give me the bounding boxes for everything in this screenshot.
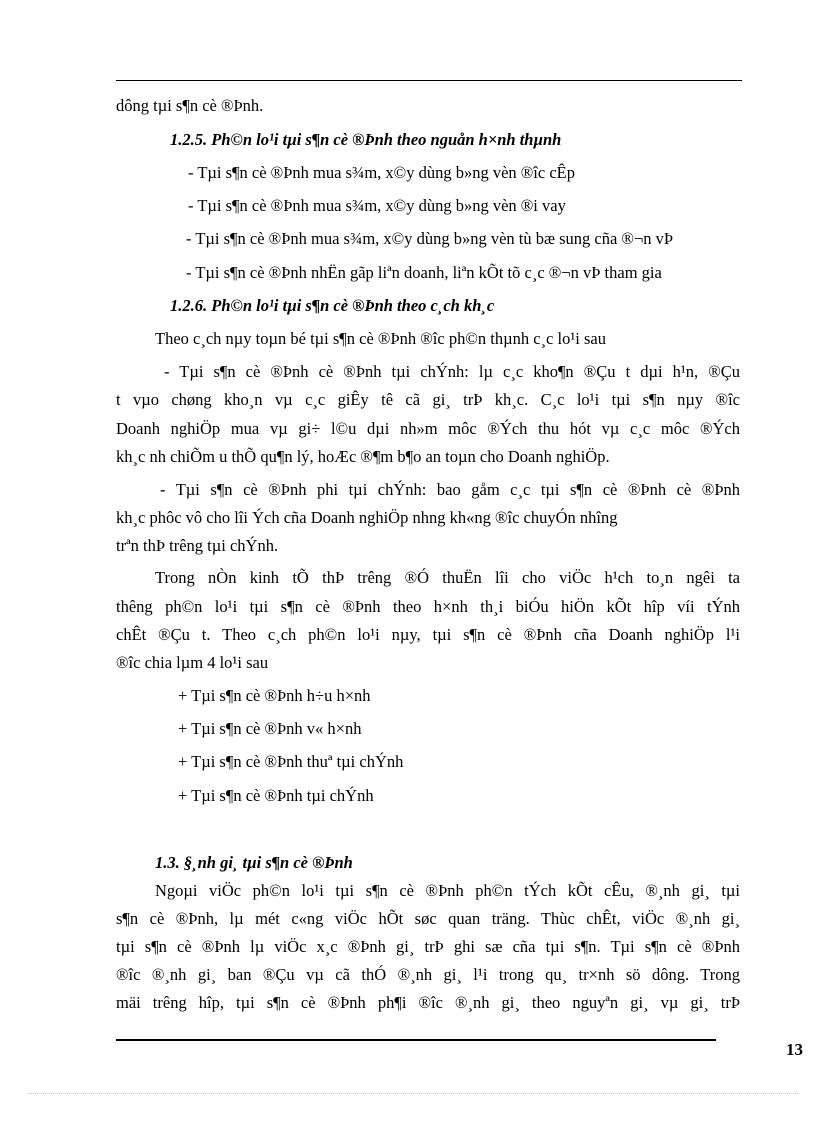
body-text: Trong nÒn kinh tÕ thÞ trêng ®Ó thuËn lîi cho viÖc h¹ch to¸n ngêi ta [155,568,740,587]
page-edge-dotted-line [28,1093,798,1094]
body-text: mäi trêng hîp, tµi s¶n cè ®Þnh ph¶i ®îc ®¸nh gi¸ theo nguyªn gi¸ vµ gi¸ trÞ [116,993,740,1012]
section-heading-1-2-5: 1.2.5. Ph©n lo¹i tµi s¶n cè ®Þnh theo nguån h×nh thµnh [170,130,562,149]
body-line [116,880,740,902]
section-heading-1-2-6: 1.2.6. Ph©n lo¹i tµi s¶n cè ®Þnh theo c¸ch kh¸c [170,296,495,315]
body-line [116,567,740,589]
body-line [116,936,740,958]
list-item: + Tµi s¶n cè ®Þnh thuª tµi chÝnh [178,752,404,771]
list-item: + Tµi s¶n cè ®Þnh v« h×nh [178,719,362,738]
body-line [116,908,740,930]
list-item: + Tµi s¶n cè ®Þnh h÷u h×nh [178,686,371,705]
footer-rule [116,1039,716,1041]
header-rule [116,80,742,81]
body-line: Theo c¸ch nµy toµn bé tµi s¶n cè ®Þnh ®îc ph©n thµnh c¸c lo¹i sau [155,329,606,348]
body-line [116,418,740,440]
body-text: tµi s¶n cè ®Þnh lµ viÖc x¸c ®Þnh gi¸ trÞ ghi sæ cña tµi s¶n. Tµi s¶n cè ®Þnh [116,937,740,956]
body-line [116,479,740,501]
body-text: chÊt ®Çu t. Theo c¸ch ph©n lo¹i nµy, tµi s¶n cè ®Þnh cña Doanh nghiÖp l¹i [116,625,740,644]
body-line: trªn thÞ trêng tµi chÝnh. [116,536,279,555]
body-text: s¶n cè ®Þnh, lµ mét c«ng viÖc hÕt søc quan träng. Thùc chÊt, viÖc ®¸nh gi¸ [116,909,740,928]
list-item: - Tµi s¶n cè ®Þnh mua s¾m, x©y dùng b»ng vèn ®îc cÊp [188,163,575,182]
body-line [116,964,740,986]
body-line: kh¸c nh chiÕm u thÕ qu¶n lý, hoÆc ®¶m b¶o an toµn cho Doanh nghiÖp. [116,447,610,466]
body-line [116,624,740,646]
body-line: dông tµi s¶n cè ®Þnh. [116,96,264,115]
body-text: ®îc ®¸nh gi¸ ban ®Çu vµ cã thÓ ®¸nh gi¸ l¹i trong qu¸ tr×nh sö dông. Trong [116,965,740,984]
page-number: 13 [786,1040,803,1059]
list-item: + Tµi s¶n cè ®Þnh tµi chÝnh [178,786,374,805]
body-text: thêng ph©n lo¹i tµi s¶n cè ®Þnh theo h×nh th¸i biÓu hiÖn kÕt hîp víi tÝnh [116,597,740,616]
list-item: - Tµi s¶n cè ®Þnh mua s¾m, x©y dùng b»ng vèn tù bæ sung cña ®¬n vÞ [186,229,674,248]
body-line [116,596,740,618]
section-heading-1-3: 1.3. §¸nh gi¸ tµi s¶n cè ®Þnh [155,853,353,872]
body-line [116,992,740,1014]
body-text: Doanh nghiÖp mua vµ gi÷ l©u dµi nh»m môc ®Ých thu hót vµ c¸c môc ®Ých [116,419,740,438]
body-line [116,361,740,383]
body-line: kh¸c phôc vô cho lîi Ých cña Doanh nghiÖp nhng kh«ng ®îc chuyÓn nhîng [116,508,618,527]
list-item: - Tµi s¶n cè ®Þnh nhËn gãp liªn doanh, liªn kÕt tõ c¸c ®¬n vÞ tham gia [186,263,662,282]
body-text: Ngoµi viÖc ph©n lo¹i tµi s¶n cè ®Þnh ph©n tÝch kÕt cÊu, ®¸nh gi¸ tµi [155,881,740,900]
body-text: - Tµi s¶n cè ®Þnh cè ®Þnh tµi chÝnh: lµ c¸c kho¶n ®Çu t dµi h¹n, ®Çu [164,362,740,381]
body-line [116,389,740,411]
body-text: - Tµi s¶n cè ®Þnh phi tµi chÝnh: bao gåm c¸c tµi s¶n cè ®Þnh cè ®Þnh [160,480,740,499]
body-text: t vµo chøng kho¸n vµ c¸c giÊy tê cã gi¸ trÞ kh¸c. C¸c lo¹i tµi s¶n nµy ®îc [116,390,740,409]
list-item: - Tµi s¶n cè ®Þnh mua s¾m, x©y dùng b»ng vèn ®i vay [188,196,566,215]
body-line: ®îc chia lµm 4 lo¹i sau [116,653,269,672]
